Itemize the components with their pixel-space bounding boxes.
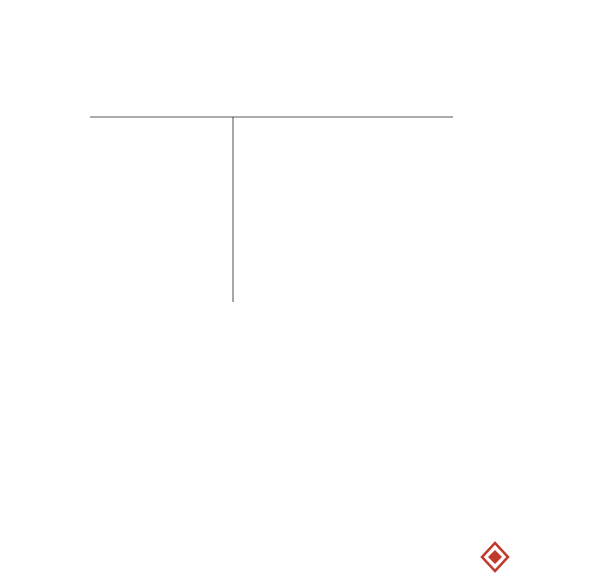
- section-heading: [58, 368, 68, 378]
- watermark-logo-icon: [478, 540, 512, 574]
- watermark: [478, 538, 594, 579]
